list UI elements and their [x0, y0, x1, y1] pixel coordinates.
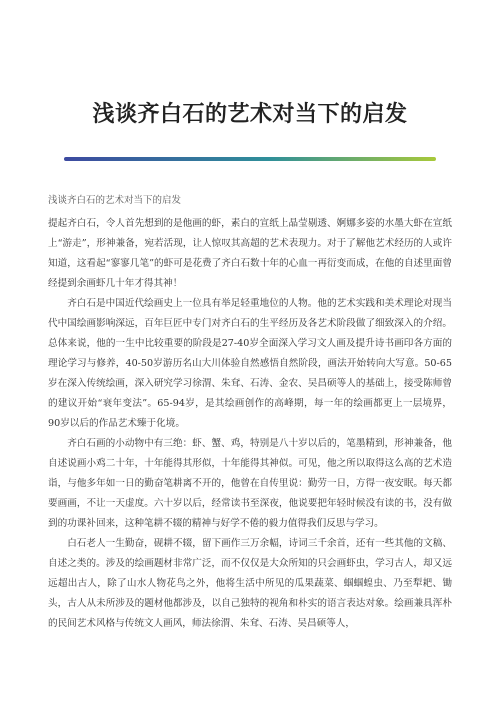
paragraph: 提起齐白石，令人首先想到的是他画的虾，素白的宣纸上晶莹剔透、婀娜多姿的水墨大虾在宣纸上“游走”，形神兼备，宛若活现，让人惊叹其高超的艺术表现力。对于了解他艺术经历的人或许知道，这看起“寥寥几笔”的虾可是花费了齐白石数十年的心血一再衍变而成，在他的自述里面曾经提到余画虾几十年才得其神！: [48, 218, 452, 289]
paragraph: 齐白石是中国近代绘画史上一位具有举足轻重地位的人物。他的艺术实践和美术理论对现当代中国绘画影响深远，百年巨匠中专门对齐白石的生平经历及各艺术阶段做了细致深入的介绍。总体来说，他的一生中比较重要的阶段是27-40岁全面深入学习文人画及提升诗书画印各方面的理论学习与修养，40-50岁游历名山大川体验自然感悟自然阶段，画法开始转向大写意。50-65岁在深入传统绘画，深入研究学习徐渭、朱耷、石涛、金农、吴昌硕等人的基础上，接受陈师曾的建议开始“衰年变法”。65-94岁，是其绘画创作的高峰期，每一年的绘画都更上一层境界，90岁以后的作品艺术臻于化境。: [48, 298, 452, 429]
document-title: 浅谈齐白石的艺术对当下的启发: [92, 101, 408, 127]
document-body: [48, 214, 452, 634]
paragraph: 白石老人一生勤奋，砚耕不辍，留下画作三万余幅，诗词三千余首，还有一些其他的文稿、自述之类的。涉及的绘画题材非常广泛，而不仅仅是大众所知的只会画虾虫，学习古人，却又远远超出古人，除了山水人物花鸟之外，他将生活中所见的瓜果蔬菜、蝈蝈蝗虫、乃至犁耙、锄头，古人从未所涉及的题材他都涉及，以自己独特的视角和朴实的语言表达对象。绘画兼具浑朴的民间艺术风格与传统文人画风，师法徐渭、朱耷、石涛、吴昌硕等人，: [48, 538, 452, 629]
title-divider: [64, 157, 436, 161]
document-subtitle: 浅谈齐白石的艺术对当下的启发: [48, 195, 182, 206]
paragraph: 齐白石画的小动物中有三绝：虾、蟹、鸡，特别是八十岁以后的，笔墨精到，形神兼备，他自述说画小鸡二十年，十年能得其形似，十年能得其神似。可见，他之所以取得这么高的艺术造诣，与他多年如一日的勤奋笔耕离不开的，他曾在自传里说：勤劳一日，方得一夜安眠。每天都要画画，不让一天虚度。六十岁以后，经常读书至深夜，他说要把年轻时候没有读的书，没有做到的功课补回来，这种笔耕不辍的精神与好学不倦的毅力值得我们反思与学习。: [48, 438, 452, 529]
